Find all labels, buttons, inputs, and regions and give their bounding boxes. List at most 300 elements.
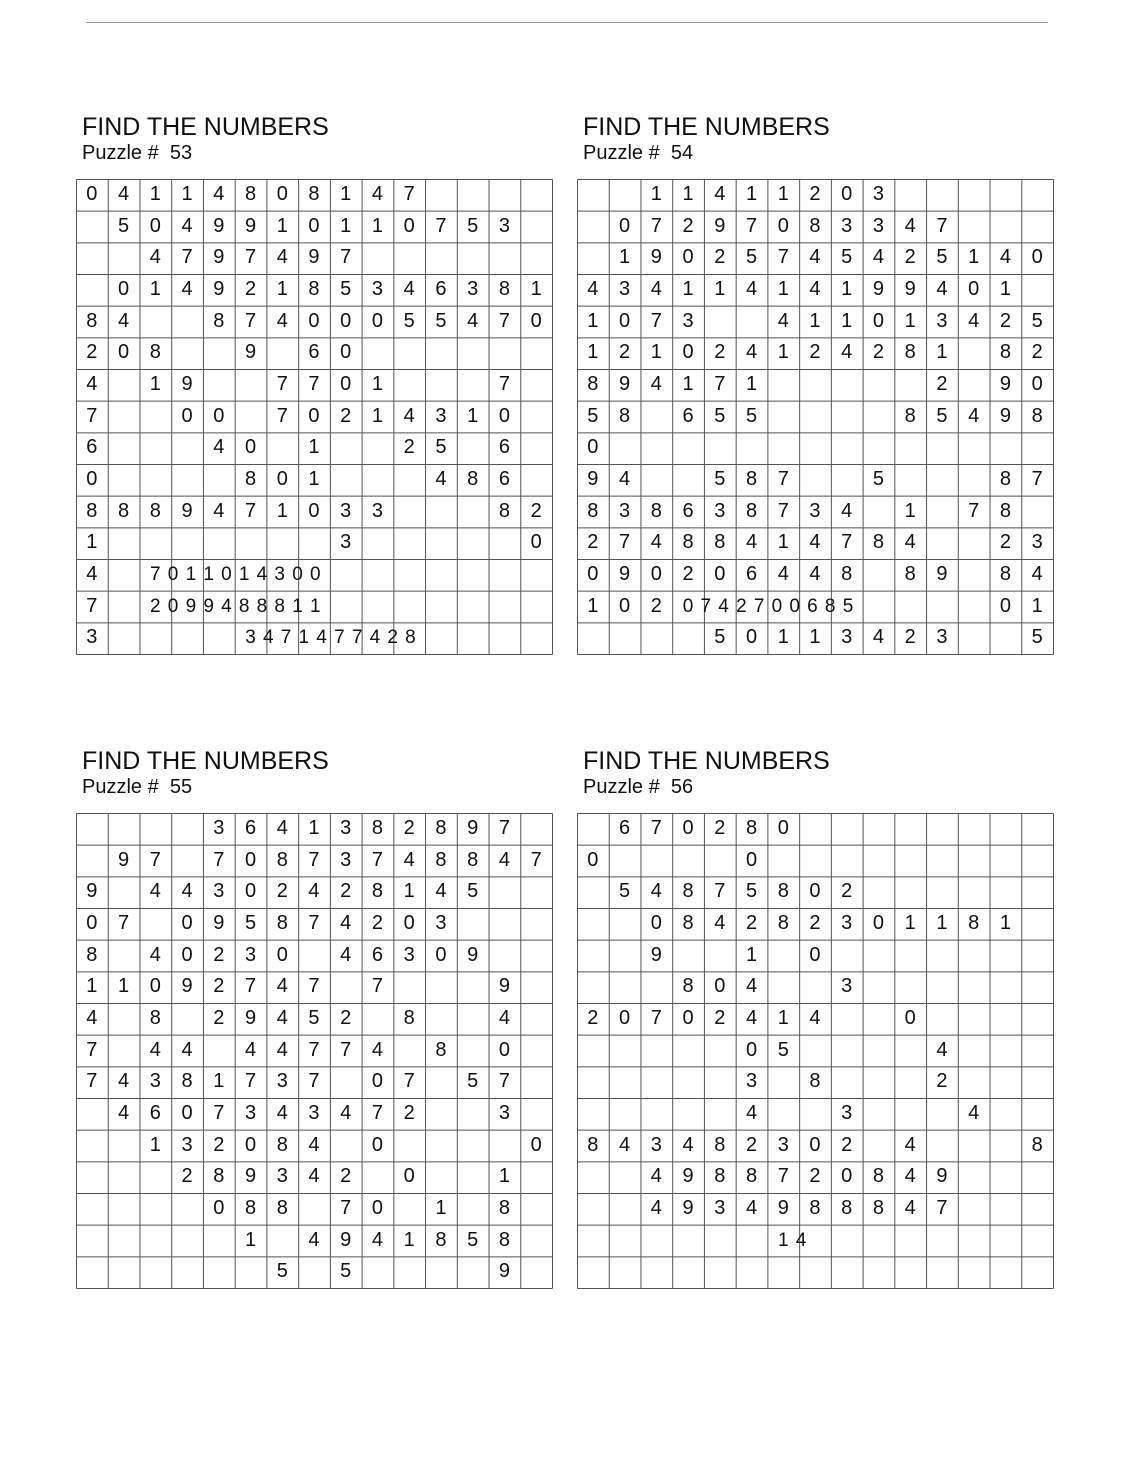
grid-digit: 4 [872,626,885,649]
grid-digit: 0 [498,1038,510,1061]
grid-digit: 1 [841,309,853,332]
grid-digit: 4 [340,912,352,934]
grid-digit: 4 [809,278,821,300]
grid-digit: 8 [809,1070,821,1093]
grid-digit: 7 [498,1070,510,1093]
grid-digit: 1 [650,183,662,205]
grid-digit: 1 [587,594,599,617]
grid-digit: 8 [841,563,853,585]
grid-digit: 4 [650,531,662,554]
grid-digit: 6 [149,1102,161,1124]
grid-digit: 2 [86,341,98,364]
grid-digit: 9 [682,1197,694,1219]
grid-digit: 1 [904,309,916,332]
grid-digit: 2 [650,594,662,617]
grid-digit: 8 [872,1197,885,1219]
grid-digit: 2 [213,1007,225,1029]
grid-digit: 2 [587,1007,599,1029]
grid-digit: 4 [904,1133,916,1156]
grid-digit: 0 [777,214,789,237]
grid-digit: 1 [682,183,694,205]
grid-digit: 0 [682,341,694,364]
grid-digit: 4 [619,1133,631,1156]
grid-digit: 4 [371,183,384,205]
grid-digit: 9 [181,373,193,395]
grid-digit: 5 [244,912,257,934]
grid-digit: 4 [181,1038,193,1061]
grid-overflow-digit: 0 [789,595,800,617]
grid-overflow-digit: 9 [203,595,214,617]
grid-digit: 3 [714,1197,726,1219]
grid-digit: 8 [745,817,758,839]
grid-overflow-digit: 1 [777,1229,789,1251]
grid-digit: 2 [340,880,352,903]
grid-overflow-digit: 3 [245,627,256,649]
grid-digit: 3 [809,499,821,522]
grid-digit: 7 [308,373,320,395]
grid-digit: 4 [745,278,758,300]
grid-digit: 9 [181,499,193,522]
grid-digit: 3 [619,499,631,522]
grid-digit: 2 [181,1165,193,1188]
grid-digit: 9 [244,214,257,237]
grid-digit: 6 [619,817,631,839]
grid-digit: 1 [745,373,758,395]
grid-digit: 8 [498,1197,510,1219]
grid-digit: 1 [777,1007,789,1029]
grid-digit: 0 [872,309,885,332]
grid-digit: 7 [308,975,320,998]
grid-digit: 9 [714,214,726,237]
grid-digit: 2 [809,183,821,205]
grid-digit: 8 [435,848,447,871]
number-grid [577,179,1055,656]
grid-digit: 7 [619,531,631,554]
grid-digit: 2 [936,373,948,395]
grid-digit: 4 [181,880,193,903]
grid-digit: 8 [999,341,1011,364]
grid-digit: 0 [149,214,161,237]
grid-digit: 5 [308,1007,320,1029]
grid-digit: 7 [340,246,352,269]
grid-digit: 1 [968,246,980,269]
grid-digit: 4 [904,1197,916,1219]
grid-digit: 8 [86,309,98,332]
grid-overflow-digit: 8 [274,595,285,617]
grid-digit: 0 [1031,246,1043,269]
grid-digit: 4 [86,373,98,395]
grid-digit: 6 [371,943,384,966]
grid-digit: 3 [86,626,98,649]
grid-digit: 0 [213,404,225,427]
grid-overflow-digit: 3 [274,564,285,585]
grid-digit: 1 [435,1197,447,1219]
grid-digit: 6 [682,499,694,522]
grid-digit: 0 [371,1197,384,1219]
grid-overflow-digit: 4 [316,627,327,649]
grid-digit: 1 [777,531,789,554]
grid-digit: 6 [745,563,758,585]
grid-digit: 3 [498,214,510,237]
grid-digit: 0 [714,563,726,585]
grid-digit: 4 [714,183,726,205]
grid-digit: 8 [872,1165,885,1188]
grid-digit: 7 [244,1070,257,1093]
grid-digit: 4 [371,1038,384,1061]
puzzle-label: Puzzle # [583,142,660,164]
grid-digit: 0 [213,1197,225,1219]
grid-digit: 8 [149,499,161,522]
grid-digit: 0 [181,912,193,934]
grid-digit: 4 [904,1165,916,1188]
grid-digit: 0 [530,1133,542,1156]
grid-digit: 8 [371,817,384,839]
grid-digit: 8 [777,912,789,934]
grid-digit: 0 [809,943,821,966]
grid-digit: 7 [244,499,257,522]
grid-digit: 4 [872,246,885,269]
grid-digit: 9 [777,1197,789,1219]
grid-digit: 1 [244,1228,257,1251]
grid-digit: 8 [149,341,161,364]
grid-digit: 1 [86,531,98,554]
grid-digit: 4 [149,1038,161,1061]
grid-digit: 8 [999,499,1011,522]
grid-digit: 4 [181,278,193,300]
grid-digit: 9 [936,563,948,585]
puzzle-number: 56 [670,776,694,798]
grid-digit: 2 [714,817,726,839]
grid-digit: 4 [968,1102,980,1124]
grid-overflow-digit: 6 [807,595,818,617]
grid-digit: 8 [904,341,916,364]
grid-digit: 2 [403,1102,415,1124]
grid-digit: 0 [308,309,320,332]
grid-digit: 4 [149,943,161,966]
grid-digit: 7 [308,848,320,871]
grid-digit: 1 [403,880,415,903]
grid-digit: 0 [244,1133,257,1156]
grid-digit: 7 [745,214,758,237]
puzzle-label: Puzzle # [82,142,159,164]
grid-digit: 4 [809,1007,821,1029]
grid-digit: 3 [936,626,948,649]
grid-digit: 0 [619,1007,631,1029]
grid-digit: 7 [650,817,662,839]
grid-digit: 7 [213,848,225,871]
grid-overflow-digit: 2 [736,595,747,617]
grid-digit: 0 [276,183,288,205]
grid-digit: 4 [276,1007,288,1029]
grid-overflow-digit: 0 [221,564,232,585]
grid-digit: 8 [587,499,599,522]
grid-digit: 5 [435,309,447,332]
grid-digit: 1 [777,183,789,205]
grid-overflow-digit: 2 [387,627,398,649]
grid-digit: 5 [777,1038,789,1061]
grid-digit: 5 [936,404,948,427]
grid-digit: 0 [587,436,599,459]
grid-digit: 4 [745,1102,758,1124]
grid-digit: 9 [467,817,479,839]
grid-digit: 3 [213,880,225,903]
grid-digit: 1 [999,912,1011,934]
grid-digit: 5 [587,404,599,427]
grid-digit: 1 [777,626,789,649]
grid-digit: 4 [467,309,479,332]
grid-digit: 2 [809,1165,821,1188]
grid-digit: 1 [777,341,789,364]
grid-digit: 2 [936,1070,948,1093]
grid-digit: 8 [498,1228,510,1251]
grid-digit: 8 [682,880,694,903]
grid-digit: 7 [968,499,980,522]
grid-digit: 8 [435,1038,447,1061]
grid-digit: 8 [244,183,257,205]
grid-digit: 7 [276,373,288,395]
puzzle-label: Puzzle # [82,776,159,798]
grid-digit: 4 [682,1133,694,1156]
grid-digit: 3 [403,943,415,966]
grid-digit: 0 [872,912,885,934]
grid-overflow-digit: 8 [405,627,416,649]
grid-digit: 5 [1031,626,1043,649]
grid-digit: 2 [619,341,631,364]
grid-digit: 2 [999,531,1011,554]
grid-digit: 8 [904,563,916,585]
grid-digit: 3 [244,943,257,966]
grid-digit: 1 [149,1133,161,1156]
grid-overflow-digit: 0 [167,595,179,617]
grid-digit: 6 [435,278,447,300]
grid-digit: 3 [682,309,694,332]
grid-digit: 2 [530,499,542,522]
grid-digit: 9 [340,1228,352,1251]
grid-digit: 7 [371,848,384,871]
grid-overflow-digit: 7 [150,564,161,585]
grid-digit: 1 [809,309,821,332]
grid-digit: 9 [308,246,320,269]
grid-digit: 6 [244,817,257,839]
grid-digit: 4 [809,563,821,585]
number-grid [76,179,554,656]
grid-overflow-digit: 1 [298,627,310,649]
grid-digit: 3 [435,912,447,934]
puzzle-title: FIND THE NUMBERS [82,113,329,141]
grid-overflow-digit: 9 [185,595,197,617]
grid-digit: 0 [340,373,352,395]
grid-digit: 1 [650,341,662,364]
grid-digit: 7 [714,373,726,395]
grid-digit: 8 [777,880,789,903]
grid-digit: 0 [904,1007,916,1029]
grid-digit: 4 [435,880,447,903]
grid-digit: 7 [403,183,415,205]
grid-digit: 8 [682,975,694,998]
grid-digit: 3 [435,404,447,427]
grid-digit: 4 [999,246,1011,269]
grid-digit: 0 [371,1070,384,1093]
grid-digit: 8 [999,468,1011,490]
grid-digit: 8 [86,943,98,966]
grid-digit: 6 [308,341,320,364]
grid-digit: 8 [809,1197,821,1219]
grid-digit: 4 [587,278,599,300]
grid-digit: 4 [86,563,98,585]
grid-digit: 4 [841,341,853,364]
grid-digit: 1 [276,499,288,522]
grid-digit: 5 [841,246,853,269]
grid-digit: 7 [86,1070,98,1093]
grid-digit: 8 [587,373,599,395]
grid-digit: 2 [340,404,352,427]
grid-digit: 2 [872,341,885,364]
grid-digit: 7 [371,1102,384,1124]
puzzle-title: FIND THE NUMBERS [82,747,329,775]
grid-digit: 1 [1031,594,1043,617]
grid-digit: 4 [809,246,821,269]
grid-overflow-digit: 0 [292,564,303,585]
grid-overflow-digit: 7 [753,595,765,617]
grid-digit: 1 [619,246,631,269]
grid-digit: 0 [181,1102,193,1124]
grid-digit: 2 [371,912,384,934]
grid-digit: 5 [340,1260,352,1283]
grid-digit: 9 [619,373,631,395]
grid-digit: 2 [213,943,225,966]
grid-digit: 0 [244,880,257,903]
grid-digit: 8 [403,1007,415,1029]
grid-digit: 4 [86,1007,98,1029]
grid-digit: 0 [244,436,257,459]
grid-digit: 0 [403,912,415,934]
grid-digit: 7 [403,1070,415,1093]
grid-digit: 3 [872,214,885,237]
grid-digit: 2 [714,341,726,364]
grid-digit: 0 [118,341,130,364]
grid-digit: 7 [498,373,510,395]
grid-overflow-digit: 0 [682,595,694,617]
grid-digit: 1 [587,309,599,332]
puzzle-number-line [82,141,192,165]
grid-digit: 8 [467,848,479,871]
grid-digit: 0 [403,214,415,237]
grid-digit: 3 [745,1070,758,1093]
grid-digit: 2 [682,563,694,585]
grid-digit: 3 [936,309,948,332]
grid-digit: 9 [244,341,257,364]
grid-digit: 1 [745,183,758,205]
grid-digit: 5 [403,309,415,332]
grid-overflow-digit: 4 [718,595,729,617]
grid-digit: 8 [587,1133,599,1156]
grid-digit: 8 [244,468,257,490]
grid-digit: 7 [498,817,510,839]
grid-overflow-digit: 4 [256,564,268,585]
grid-digit: 0 [181,943,193,966]
grid-digit: 2 [841,880,853,903]
grid-digit: 6 [682,404,694,427]
grid-digit: 2 [809,912,821,934]
grid-digit: 7 [530,848,542,871]
grid-digit: 4 [403,278,415,300]
grid-digit: 9 [999,373,1011,395]
grid-digit: 9 [181,975,193,998]
grid-digit: 8 [968,912,980,934]
grid-digit: 9 [244,1165,257,1188]
grid-digit: 1 [745,943,758,966]
grid-digit: 4 [968,404,980,427]
grid-digit: 1 [340,183,352,205]
grid-digit: 8 [276,1133,288,1156]
grid-digit: 4 [276,1038,288,1061]
grid-overflow-digit: 1 [203,564,214,585]
grid-digit: 0 [276,943,288,966]
grid-digit: 4 [308,1228,320,1251]
grid-cells [577,813,1053,1288]
grid-digit: 4 [777,309,789,332]
grid-overflow-digit: 1 [185,564,197,585]
grid-digit: 1 [181,183,193,205]
grid-overflow-digit: 8 [238,595,250,617]
grid-digit: 3 [777,1133,789,1156]
grid-digit: 8 [1031,404,1043,427]
grid-digit: 9 [650,246,662,269]
grid-digit: 1 [904,499,916,522]
grid-digit: 4 [276,246,288,269]
grid-digit: 8 [467,468,479,490]
grid-digit: 3 [276,1165,288,1188]
grid-digit: 1 [841,278,853,300]
grid-digit: 1 [149,278,161,300]
grid-digit: 3 [650,1133,662,1156]
grid-digit: 0 [619,214,631,237]
grid-digit: 1 [682,278,694,300]
grid-digit: 5 [435,436,447,459]
grid-digit: 4 [276,817,288,839]
grid-overflow-digit: 7 [700,595,712,617]
grid-digit: 8 [745,499,758,522]
grid-cells [76,179,552,654]
grid-digit: 8 [714,1165,726,1188]
grid-digit: 2 [587,531,599,554]
grid-digit: 8 [745,1165,758,1188]
puzzle-number-line [82,775,192,799]
grid-digit: 7 [777,246,789,269]
grid-digit: 0 [745,1038,758,1061]
grid-digit: 7 [308,1038,320,1061]
grid-digit: 7 [213,1102,225,1124]
puzzle-number: 55 [169,776,193,798]
grid-digit: 5 [340,278,352,300]
grid-digit: 8 [714,531,726,554]
grid-overflow-digit: 0 [771,595,783,617]
grid-digit: 4 [118,1070,130,1093]
grid-digit: 5 [745,880,758,903]
grid-digit: 3 [181,1133,193,1156]
grid-digit: 0 [809,880,821,903]
grid-digit: 7 [308,912,320,934]
grid-digit: 7 [777,1165,789,1188]
grid-digit: 8 [276,1197,288,1219]
grid-digit: 4 [308,1165,320,1188]
grid-digit: 5 [872,468,885,490]
grid-digit: 4 [650,278,662,300]
grid-digit: 9 [213,912,225,934]
grid-digit: 1 [936,912,948,934]
grid-digit: 4 [276,1102,288,1124]
grid-digit: 8 [149,1007,161,1029]
